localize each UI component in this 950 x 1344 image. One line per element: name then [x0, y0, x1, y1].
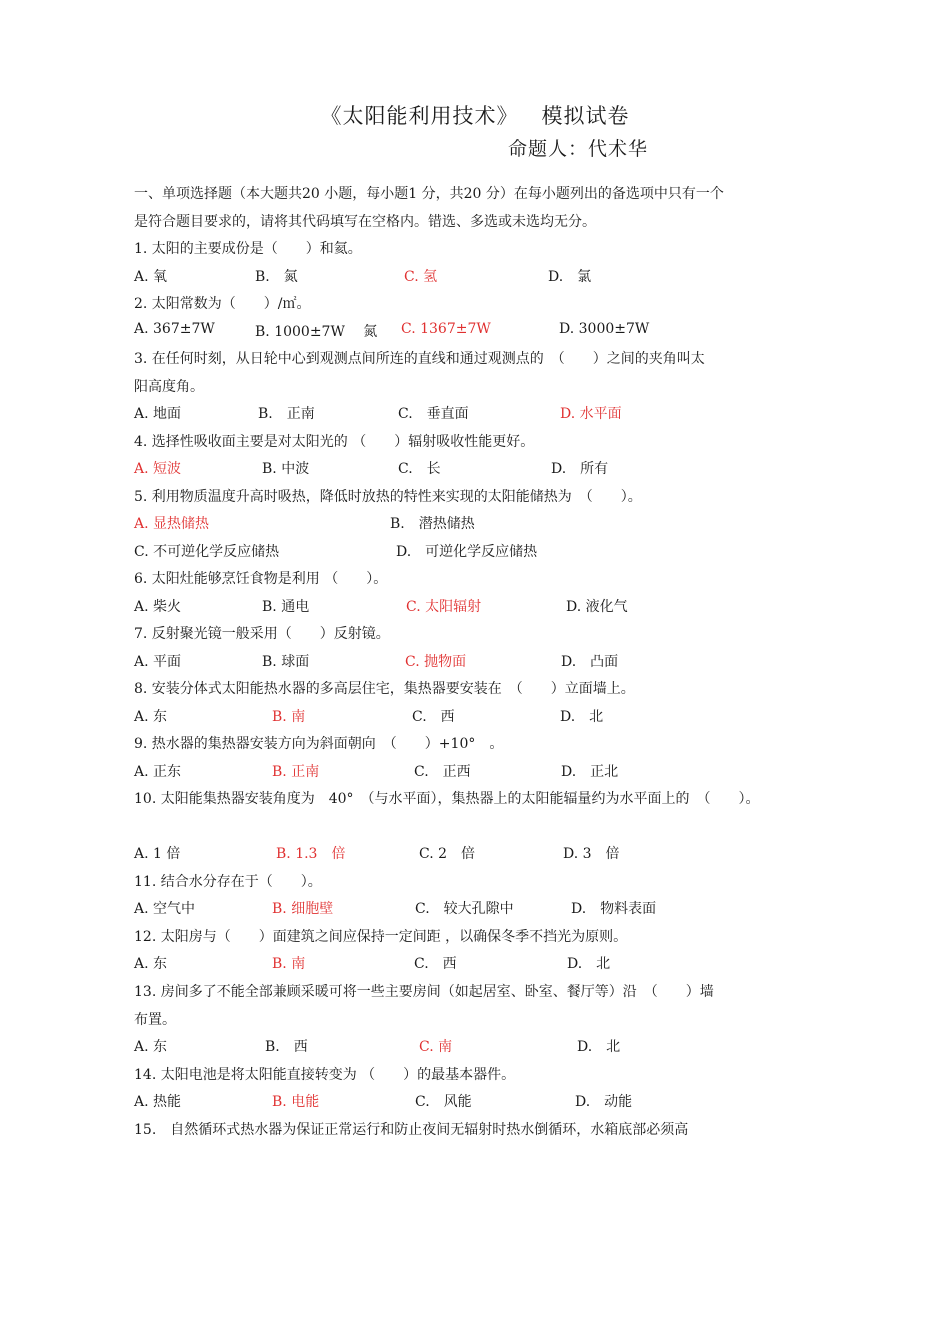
- question-4-option-correct: A. 短波: [134, 461, 182, 477]
- question-12-option: C. 西: [414, 956, 457, 972]
- question-9-option-correct: B. 正南: [272, 764, 320, 780]
- question-1-option-correct: C. 氢: [404, 269, 438, 285]
- question-3-option: B. 正南: [258, 406, 315, 422]
- question-6-text: 6. 太阳灶能够烹饪食物是利用 （ ）。: [134, 571, 388, 587]
- question-2-option: D. 3000±7W: [559, 321, 650, 337]
- question-12-text: 12. 太阳房与（ ）面建筑之间应保持一定间距 ，以确保冬季不挡光为原则。: [134, 929, 628, 945]
- question-1-option: D. 氯: [548, 269, 592, 285]
- question-11-option: D. 物料表面: [571, 901, 657, 917]
- question-5-option-correct: A. 显热储热: [134, 516, 210, 532]
- question-3-option: C. 垂直面: [398, 406, 469, 422]
- question-9-text: 9. 热水器的集热器安装方向为斜面朝向 （ ）+10° 。: [134, 736, 504, 752]
- question-6-option-correct: C. 太阳辐射: [406, 599, 482, 615]
- question-5-text: 5. 利用物质温度升高时吸热，降低时放热的特性来实现的太阳能储热为 （ ）。: [134, 489, 642, 505]
- question-11-text: 11. 结合水分存在于（ ）。: [134, 874, 322, 890]
- question-3-text: 阳高度角。: [134, 379, 204, 395]
- question-5-option: D. 可逆化学反应储热: [396, 544, 538, 560]
- question-1-option: A. 氧: [134, 269, 168, 285]
- question-5-option: B. 潜热储热: [390, 516, 475, 532]
- question-7-text: 7. 反射聚光镜一般采用（ ）反射镜。: [134, 626, 390, 642]
- question-12-option: A. 东: [134, 956, 168, 972]
- question-14-option: D. 动能: [575, 1094, 633, 1110]
- question-12-option-correct: B. 南: [272, 956, 306, 972]
- question-13-text: 布置。: [134, 1012, 176, 1028]
- question-4-option: D. 所有: [551, 461, 609, 477]
- question-14-option: A. 热能: [134, 1094, 182, 1110]
- question-2-option: B. 1000±7W 氮: [255, 324, 378, 340]
- question-14-option-correct: B. 电能: [272, 1094, 320, 1110]
- question-4-option: C. 长: [398, 461, 441, 477]
- question-12-option: D. 北: [567, 956, 611, 972]
- question-13-option: A. 东: [134, 1039, 168, 1055]
- question-1-text: 1. 太阳的主要成份是（ ）和氦。: [134, 241, 362, 257]
- section-intro-line-1: 一、单项选择题（本大题共20 小题，每小题1 分，共20 分）在每小题列出的备选项中只有一个: [134, 186, 724, 202]
- question-3-option: A. 地面: [134, 406, 182, 422]
- question-4-text: 4. 选择性吸收面主要是对太阳光的 （ ）辐射吸收性能更好。: [134, 434, 535, 450]
- question-9-option: C. 正西: [414, 764, 471, 780]
- question-2-option: A. 367±7W: [134, 321, 215, 337]
- question-14-text: 14. 太阳电池是将太阳能直接转变为 （ ）的最基本器件。: [134, 1067, 516, 1083]
- section-intro-line-2: 是符合题目要求的，请将其代码填写在空格内。错选、多选或未选均无分。: [134, 214, 596, 230]
- exam-title: 《太阳能利用技术》 模拟试卷: [320, 104, 630, 128]
- question-4-option: B. 中波: [262, 461, 310, 477]
- question-10-option: D. 3 倍: [563, 846, 620, 862]
- question-1-option: B. 氮: [255, 269, 298, 285]
- question-13-option: B. 西: [265, 1039, 308, 1055]
- exam-author: 命题人：代术华: [508, 138, 649, 160]
- question-14-option: C. 风能: [415, 1094, 472, 1110]
- question-8-option: C. 西: [412, 709, 455, 725]
- question-6-option: A. 柴火: [134, 599, 182, 615]
- question-7-option: B. 球面: [262, 654, 310, 670]
- question-10-option: A. 1 倍: [134, 846, 181, 862]
- question-9-option: D. 正北: [561, 764, 619, 780]
- question-7-option-correct: C. 抛物面: [405, 654, 467, 670]
- question-10-option: C. 2 倍: [419, 846, 476, 862]
- question-11-option-correct: B. 细胞壁: [272, 901, 334, 917]
- question-8-option: D. 北: [560, 709, 604, 725]
- question-10-text: 10. 太阳能集热器安装角度为 40° （与水平面），集热器上的太阳能辐量约为水平面上的 （ ）。: [134, 791, 760, 807]
- question-15-text: 15. 自然循环式热水器为保证正常运行和防止夜间无辐射时热水倒循环，水箱底部必须高: [134, 1122, 689, 1138]
- question-5-option: C. 不可逆化学反应储热: [134, 544, 280, 560]
- question-3-option-correct: D. 水平面: [560, 406, 622, 422]
- question-7-option: A. 平面: [134, 654, 182, 670]
- question-6-option: D. 液化气: [566, 599, 628, 615]
- question-6-option: B. 通电: [262, 599, 310, 615]
- question-8-option: A. 东: [134, 709, 168, 725]
- question-7-option: D. 凸面: [561, 654, 619, 670]
- question-2-option-correct: C. 1367±7W: [401, 321, 491, 337]
- question-3-text: 3. 在任何时刻，从日轮中心到观测点间所连的直线和通过观测点的 （ ）之间的夹角叫太: [134, 351, 705, 367]
- question-10-option-correct: B. 1.3 倍: [276, 846, 346, 862]
- question-9-option: A. 正东: [134, 764, 182, 780]
- question-13-option: D. 北: [577, 1039, 621, 1055]
- question-11-option: A. 空气中: [134, 901, 196, 917]
- question-11-option: C. 较大孔隙中: [415, 901, 514, 917]
- question-13-option-correct: C. 南: [419, 1039, 453, 1055]
- question-8-text: 8. 安装分体式太阳能热水器的多高层住宅，集热器要安装在 （ ）立面墙上。: [134, 681, 635, 697]
- question-2-text: 2. 太阳常数为（ ）/㎡。: [134, 296, 311, 312]
- question-8-option-correct: B. 南: [272, 709, 306, 725]
- question-13-text: 13. 房间多了不能全部兼顾采暖可将一些主要房间（如起居室、卧室、餐厅等）沿 （ ）墙: [134, 984, 714, 1000]
